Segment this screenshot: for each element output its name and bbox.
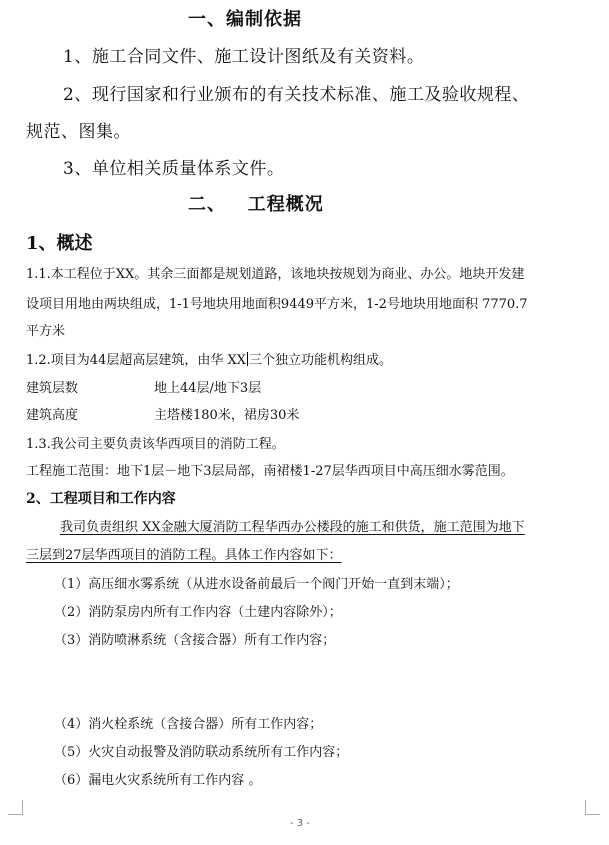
work-item-5: （5）火灾自动报警及消防联动系统所有工作内容； bbox=[54, 745, 349, 760]
overview-para-1-line-3: 平方米 bbox=[26, 324, 66, 339]
construction-scope: 工程施工范围：地下1层－地下3层局部，南裙楼1-27层华西项目中高压细水雾范围。 bbox=[26, 464, 514, 479]
overview-para-2-b: 三个独立功能机构组成。 bbox=[249, 353, 393, 368]
overview-heading: 1、概述 bbox=[26, 233, 93, 254]
work-item-6: （6）漏电火灾系统所有工作内容 。 bbox=[54, 773, 262, 788]
text-cursor bbox=[247, 352, 248, 366]
page-corner-mark-right bbox=[585, 800, 600, 815]
work-item-4: （4）消火栓系统（含接合器）所有工作内容； bbox=[54, 717, 323, 732]
floors-value: 地上44层/地下3层 bbox=[154, 381, 262, 396]
work-item-2: （2）消防泵房内所有工作内容（土建内容除外）； bbox=[54, 605, 342, 620]
basis-item-2-cont: 规范、图集。 bbox=[26, 122, 131, 142]
work-item-1: （1）高压细水雾系统（从进水设备前最后一个阀门开始一直到末端）； bbox=[54, 577, 459, 592]
section-title-basis: 一、编制依据 bbox=[188, 9, 302, 30]
basis-item-2: 2、现行国家和行业颁布的有关技术标准、施工及验收规程、 bbox=[63, 85, 530, 105]
height-value: 主塔楼180米，裙房30米 bbox=[154, 408, 300, 423]
section-title-overview: 二、 工程概况 bbox=[188, 194, 324, 215]
overview-para-2-a: 1.2.项目为44层超高层建筑，由华 XX bbox=[26, 353, 246, 368]
page-corner-mark-left bbox=[8, 800, 23, 815]
page-number: - 3 - bbox=[290, 818, 310, 829]
floors-label: 建筑层数 bbox=[26, 381, 79, 396]
work-heading: 2、工程项目和工作内容 bbox=[26, 491, 176, 507]
basis-item-1: 1、施工合同文件、施工设计图纸及有关资料。 bbox=[63, 47, 425, 67]
overview-para-1-line-1: 1.1.本工程位于XX。其余三面都是规划道路，该地块按规划为商业、办公。地块开发建 bbox=[26, 267, 525, 282]
work-intro-line-2: 三层到27层华西项目的消防工程。具体工作内容如下： bbox=[26, 548, 342, 563]
overview-para-3: 1.3.我公司主要负责该华西项目的消防工程。 bbox=[26, 437, 285, 452]
overview-para-2 bbox=[26, 349, 392, 368]
height-label: 建筑高度 bbox=[26, 408, 79, 423]
basis-item-3: 3、单位相关质量体系文件。 bbox=[63, 159, 285, 179]
overview-para-1-line-2: 设项目用地由两块组成，1-1号地块用地面积9449平方米，1-2号地块用地面积 7770.7 bbox=[26, 297, 528, 312]
work-item-3: （3）消防喷淋系统（含接合器）所有工作内容； bbox=[54, 633, 336, 648]
work-intro-line-1: 我司负责组织 XX金融大厦消防工程华西办公楼段的施工和供货，施工范围为地下 bbox=[60, 520, 525, 535]
